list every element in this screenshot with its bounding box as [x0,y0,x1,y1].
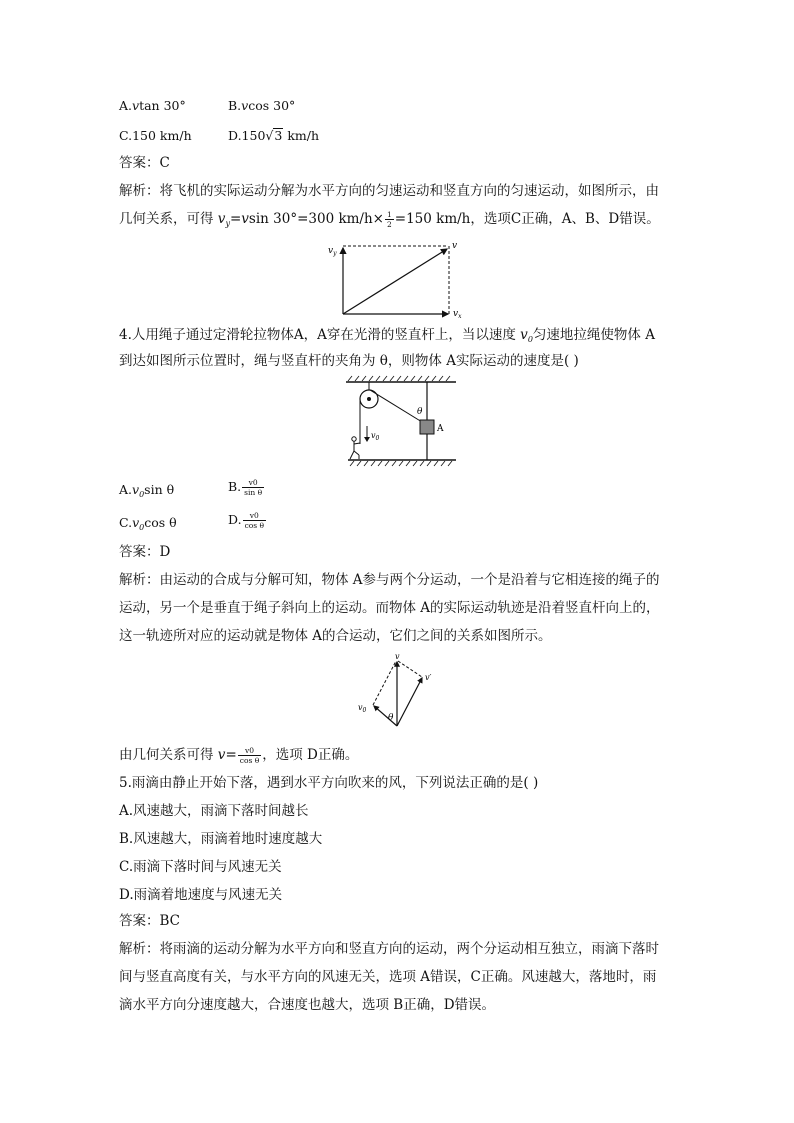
q5-analysis-line2: 间与竖直高度有关，与水平方向的风速无关，选项 A错误，C正确。风速越大，落地时，雨 [119,969,657,985]
label-theta: θ [417,407,423,417]
q5-option-d: D.雨滴着地速度与风速无关 [119,887,283,903]
dashed-left [373,661,396,705]
q4-stem-line1: 4.人用绳子通过定滑轮拉物体A，A穿在光滑的竖直杆上，当以速度 $v_0$匀速地拉绳使物体 A [119,327,655,344]
q4-stem-line2: 到达如图所示位置时，绳与竖直杆的夹角为 θ，则物体 A实际运动的速度是( ) [119,353,579,369]
q5-analysis-line3: 滴水平方向分速度越大，合速度也越大，选项 B正确，D错误。 [119,997,496,1013]
pulley-system-figure [342,372,462,470]
v-resultant-arrow [343,249,447,314]
q5-option-a: A.风速越大，雨滴下落时间越长 [119,803,309,819]
q4-analysis-line3: 这一轨迹所对应的运动就是物体 A的合运动，它们之间的关系如图所示。 [119,628,552,644]
q4-answer: 答案：D [119,544,171,560]
label-vx: $v_x$ [453,309,462,320]
q4-option-d: D. $\frac{v0}{\text{cos θ}}$ [228,511,265,530]
q3-option-d: D.150√3 km/h [228,128,320,143]
label-v0: $v_0$ [371,431,380,442]
pulley-axle [367,397,371,401]
label-v: v [452,241,458,251]
q5-answer: 答案：BC [119,913,181,929]
q3-answer: 答案：C [119,155,170,171]
q4-analysis-line2: 运动，另一个是垂直于绳子斜向上的运动。而物体 A的实际运动轨迹是沿着竖直杆向上的， [119,600,660,616]
q3-analysis-line1: 解析：将飞机的实际运动分解为水平方向的匀速运动和竖直方向的匀速运动，如图所示，由 [119,183,659,199]
q3-option-a: A.vtan 30° [119,98,186,113]
q5-option-b: B.风速越大，雨滴着地时速度越大 [119,831,323,847]
fraction-one-half: $\frac{1}{2}$ [387,210,392,229]
q4-conclusion: 由几何关系可得 v= $\frac{v0}{\text{cos θ}}$ ，选项 D正确。 [119,746,359,765]
label-v-top: v [395,652,400,661]
velocity-decomposition-figure [318,238,478,320]
q4-analysis-line1: 解析：由运动的合成与分解可知，物体 A参与两个分运动，一个是沿着与它相连接的绳子的 [119,572,660,588]
label-vprime: v′ [425,673,432,682]
vprime-component-arrow [397,678,422,726]
q4-option-b: B. $\frac{v0}{\text{sin θ}}$ [228,478,263,497]
q3-option-c: C.150 km/h [119,128,192,143]
v0-arrowhead [364,437,370,442]
q3-option-b: B.vcos 30° [228,98,296,113]
q3-analysis-line2: 几何关系，可得 $v_y=vsin$ 30°=300 km/h× $\frac{1}{2}$ =150 km/h，选项C正确，A、B、D错误。 [119,210,660,229]
label-vy: $v_y$ [328,246,337,257]
q5-option-c: C.雨滴下落时间与风速无关 [119,859,282,875]
block-a [420,420,434,434]
q4-option-c: $C.v_0\cos$ θ [119,515,177,532]
person-icon [350,437,360,459]
label-theta-2: θ [388,713,394,723]
velocity-triangle-figure [352,650,442,732]
label-v0-2: $v_0$ [358,703,367,714]
rope-to-block [370,390,422,422]
ceiling-hatch [348,376,450,381]
q5-stem: 5.雨滴由静止开始下落，遇到水平方向吹来的风，下列说法正确的是( ) [119,775,539,791]
label-block-a: A [437,424,444,434]
q4-option-a: $A.v_0\sin$ θ [119,482,175,499]
q5-analysis-line1: 解析：将雨滴的运动分解为水平方向和竖直方向的运动，两个分运动相互独立，雨滴下落时 [119,941,659,957]
floor-hatch [350,461,452,466]
v0-component-arrow [374,706,397,726]
dashed-right-2 [398,661,422,677]
